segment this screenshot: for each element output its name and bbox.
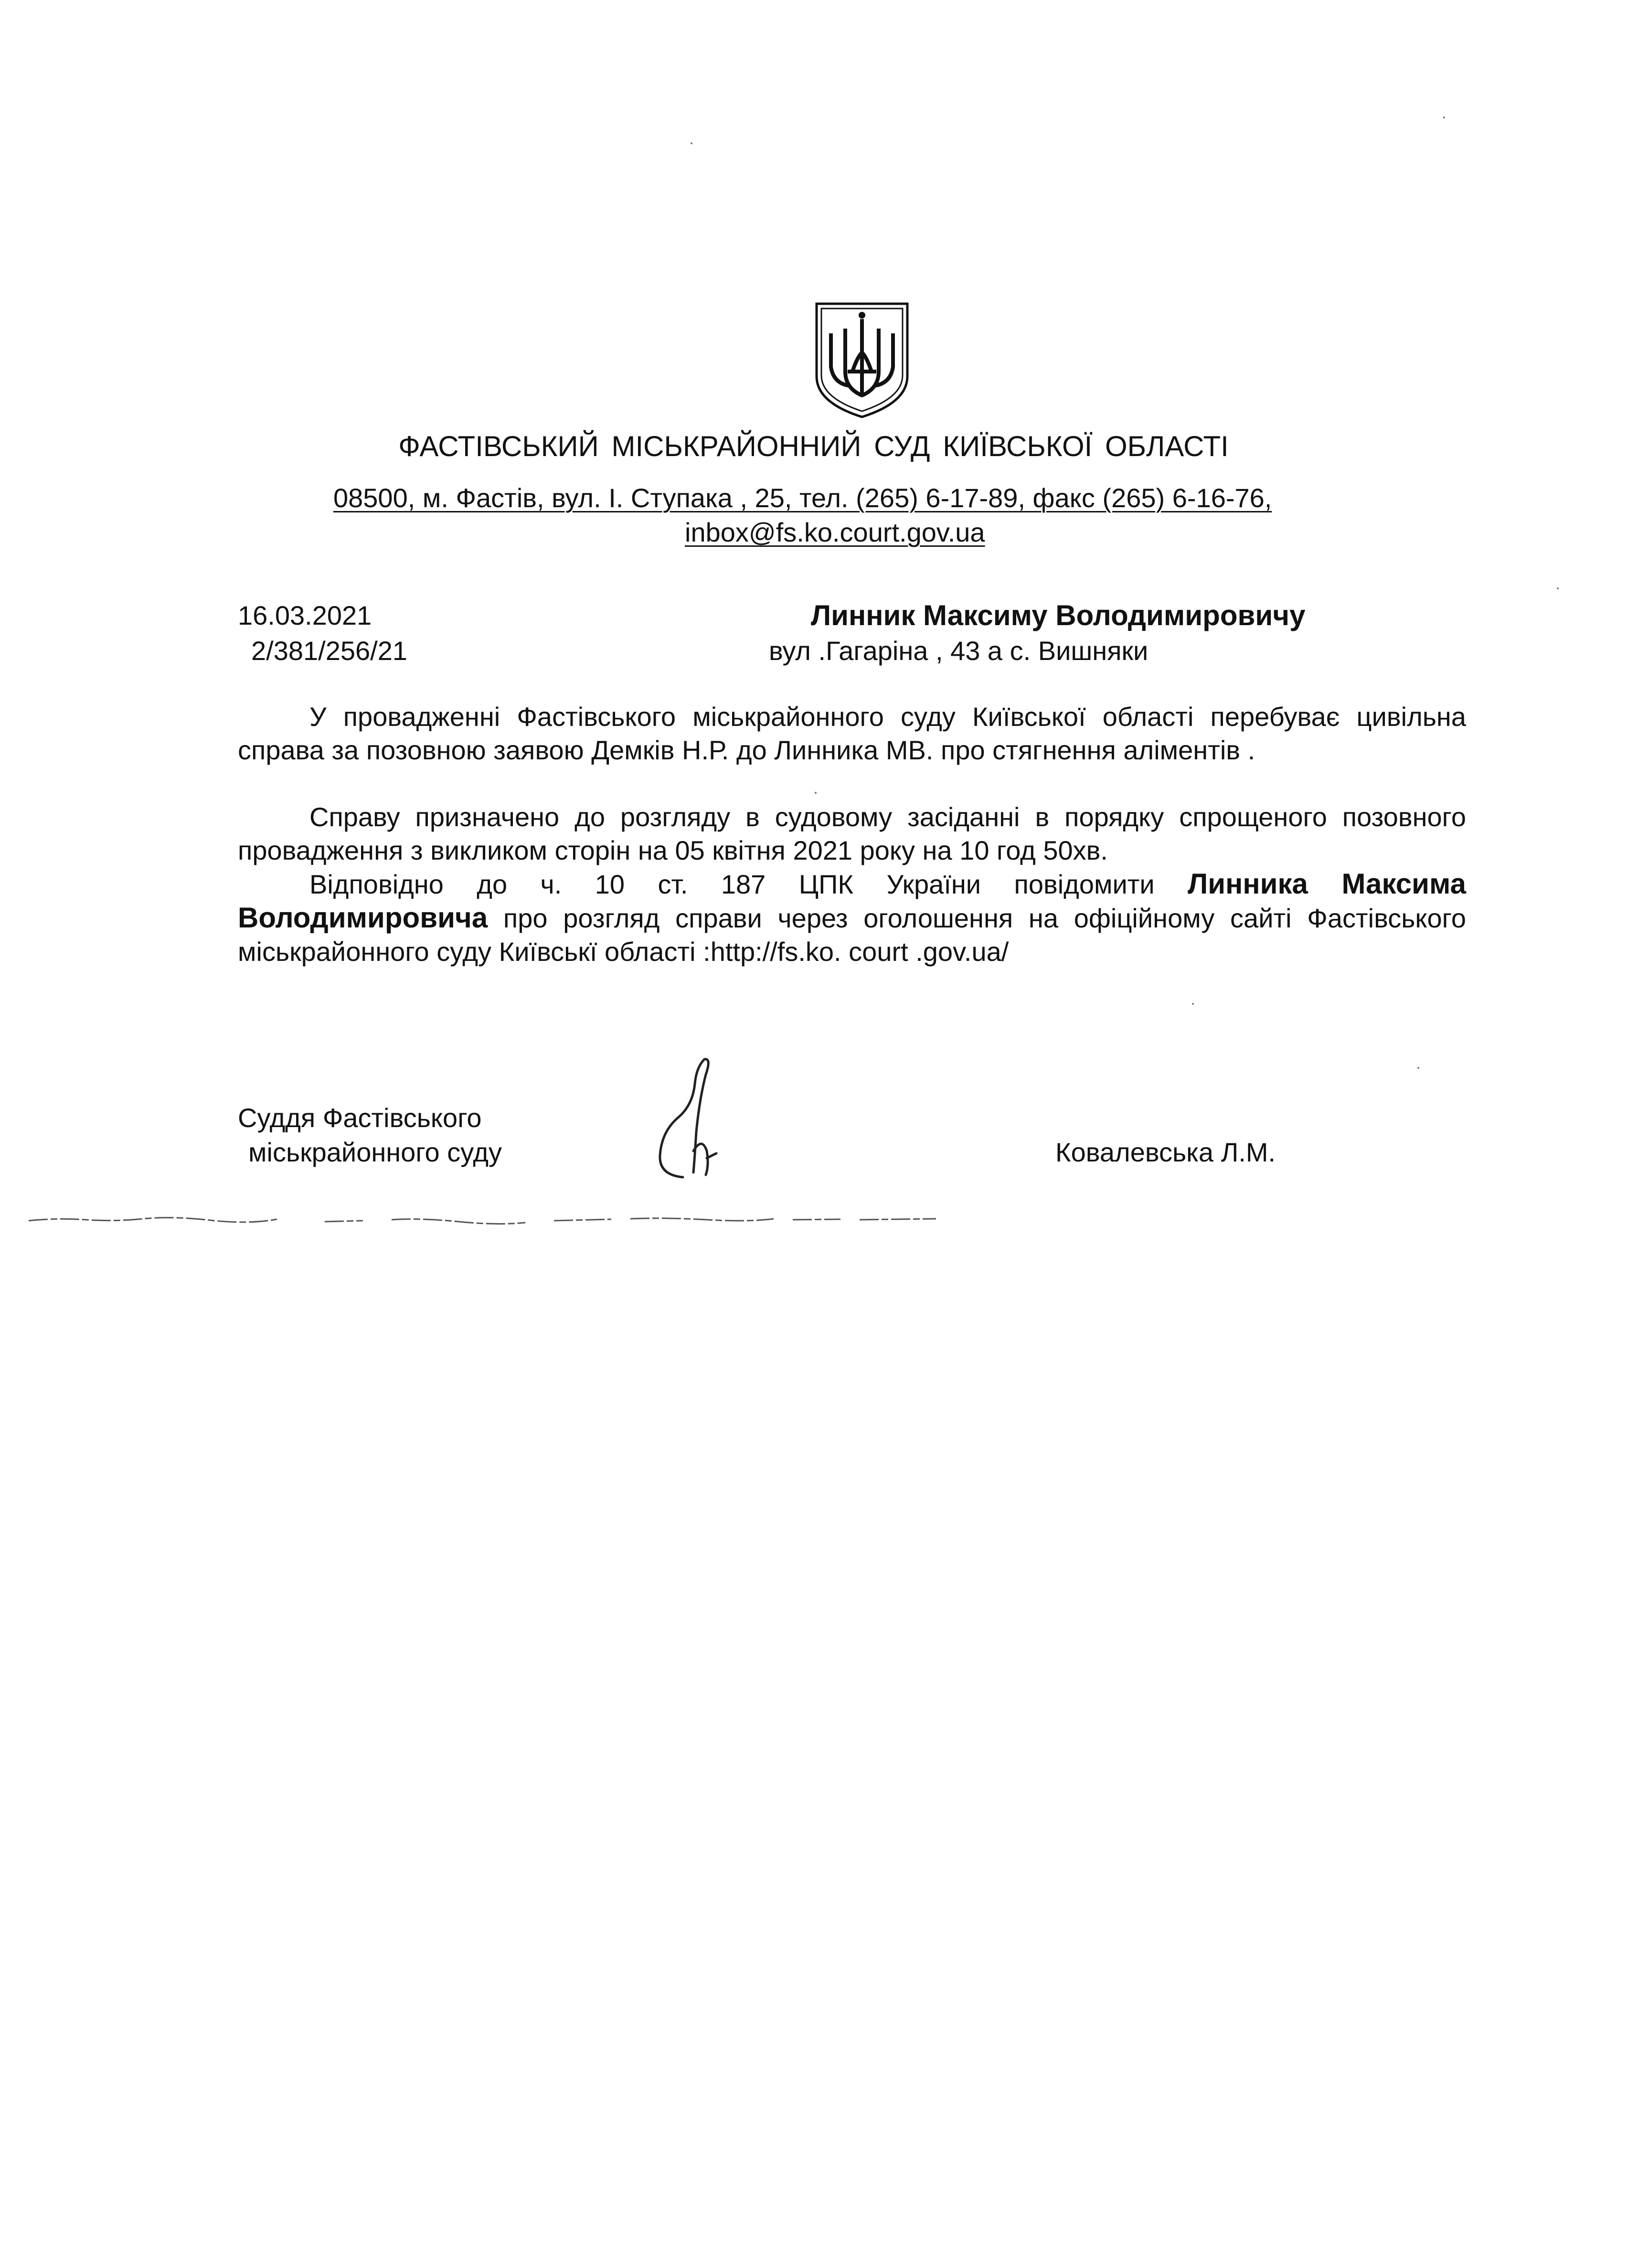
court-email: inbox@fs.ko.court.gov.ua (685, 517, 985, 547)
case-number: 2/381/256/21 (251, 636, 407, 666)
scan-speck (1557, 587, 1559, 589)
paragraph-notice-text-2: про розгляд справи через оголошення на офіційному сайті Фастівського міськрайонного суду Київськї області :http://fs.ko. court .gov.ua/ (238, 903, 1466, 967)
recipient-name: Линник Максиму Володимировичу (811, 599, 1306, 631)
scan-speck (1192, 1003, 1194, 1005)
recipient-address: вул .Гагаріна , 43 а с. Вишняки (769, 636, 1148, 666)
scan-speck (691, 142, 692, 144)
paragraph-hearing (238, 800, 1466, 867)
paragraph-hearing-text: Справу призначено до розгляду в судовому засіданні в порядку спрощеного позовного провадження з викликом сторін на 05 квітня 2021 року на 10 год 50хв. (238, 802, 1466, 865)
scan-edge-line (29, 1213, 946, 1227)
paragraph-case-info (238, 700, 1466, 767)
coat-of-arms-icon (812, 300, 912, 419)
scan-speck (1417, 1067, 1419, 1069)
scan-speck (1443, 117, 1445, 118)
judge-title-line1: Суддя Фастівського (238, 1103, 482, 1133)
paragraph-notice-text-1: Відповідно до ч. 10 ст. 187 ЦПК України повідомити (309, 869, 1155, 899)
paragraph-notice-bold-name: Линника Максима Володимировича (238, 868, 1466, 934)
judge-name: Ковалевська Л.М. (1055, 1137, 1276, 1167)
scan-speck (815, 792, 817, 794)
handwritten-signature (649, 1055, 726, 1184)
document-date: 16.03.2021 (238, 600, 372, 630)
paragraph-notice (238, 867, 1466, 969)
judge-title-line2: міськрайонного суду (248, 1137, 502, 1167)
paragraph-case-info-text: У провадженні Фастівського міськрайонного суду Київської області перебуває цивільна справа за позовною заявою Демків Н.Р. до Линника МВ. про стягнення аліментів . (238, 702, 1466, 765)
court-address: 08500, м. Фастів, вул. І. Ступака , 25, тел. (265) 6-17-89, факс (265) 6-16-76, (333, 483, 1272, 513)
court-name: ФАСТІВСЬКИЙ МІСЬКРАЙОННИЙ СУД КИЇВСЬКОЇ ОБЛАСТІ (398, 430, 1229, 462)
